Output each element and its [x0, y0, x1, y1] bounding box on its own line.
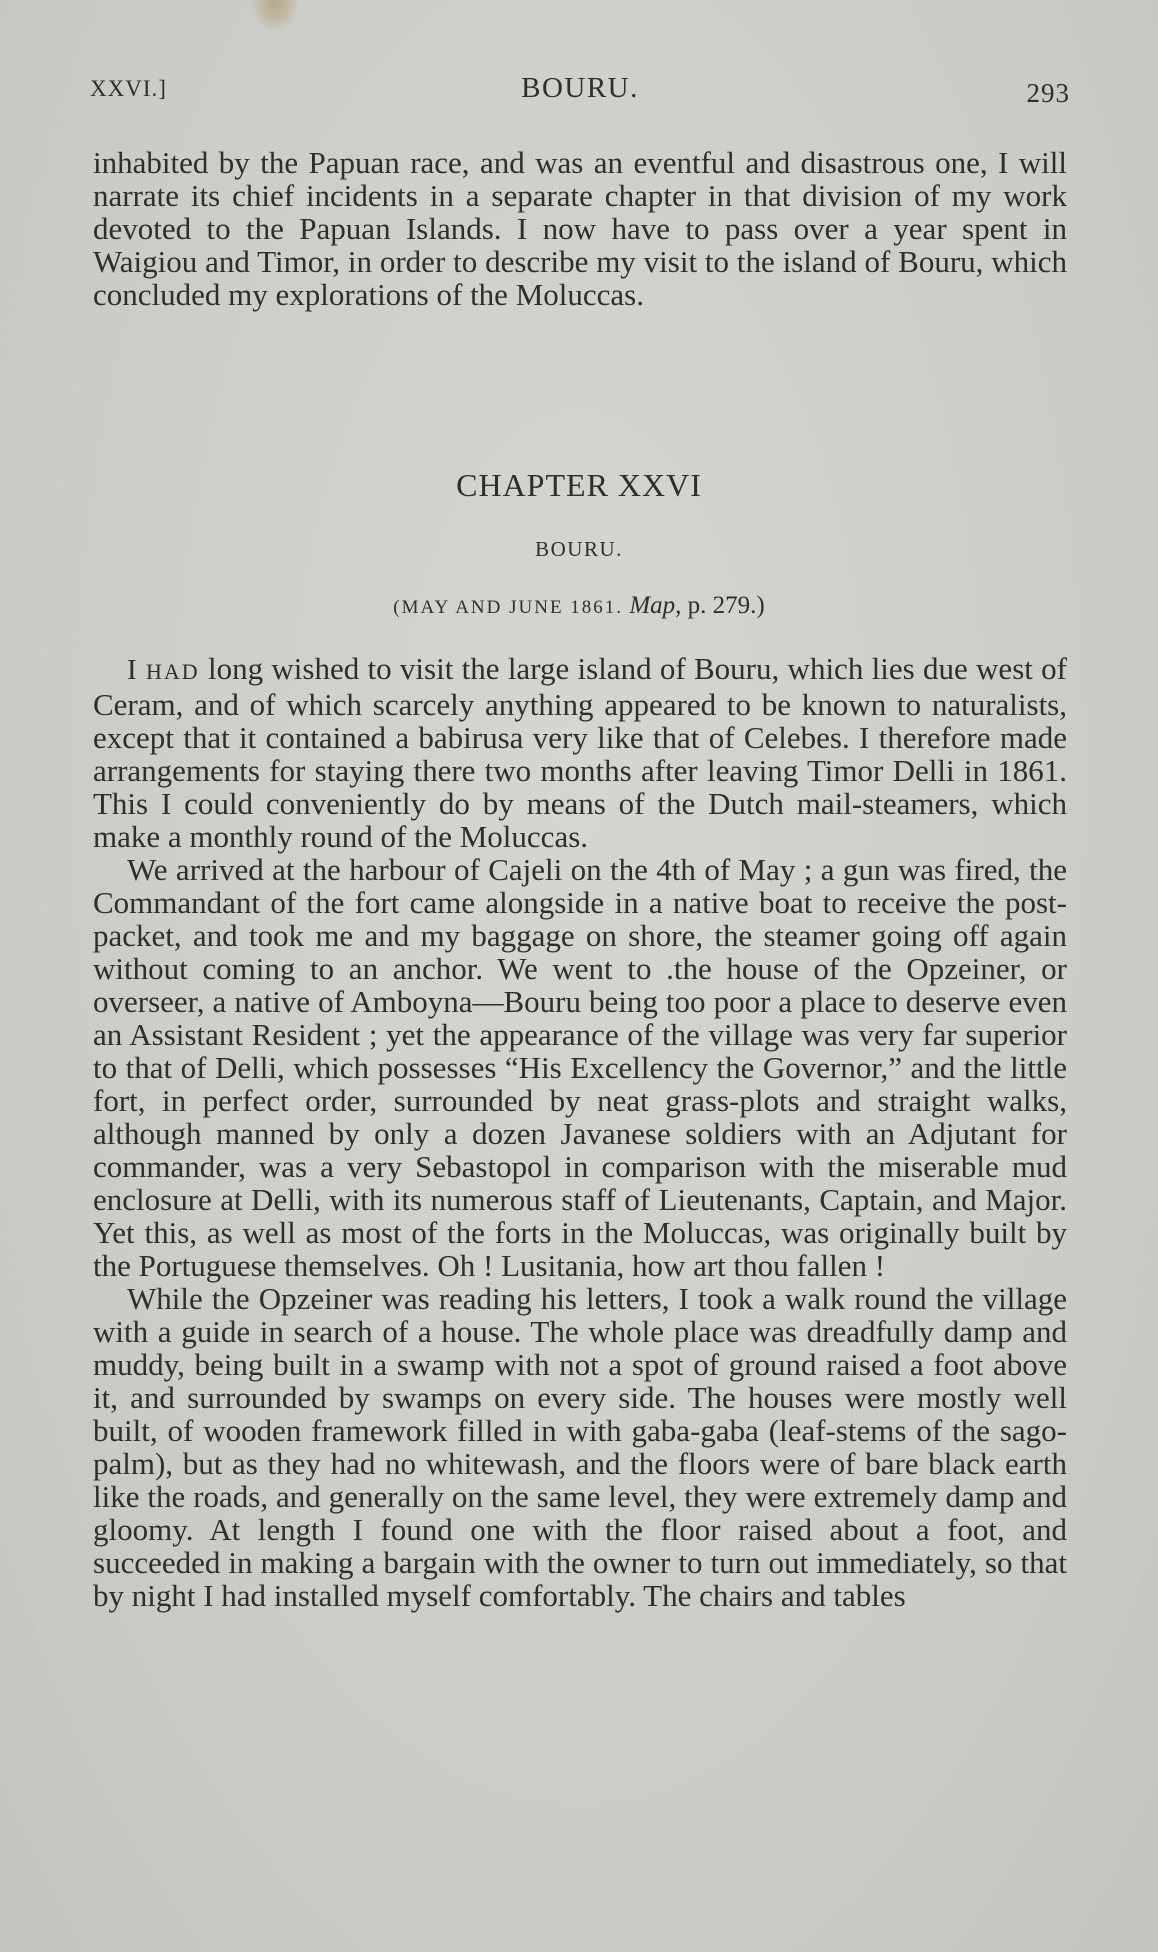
paragraph-1 [93, 652, 1067, 853]
header-title: BOURU. [521, 72, 639, 104]
chapter-body [93, 652, 1067, 1612]
chapter-dates-line [0, 592, 1158, 620]
paragraph-1-text: long wished to visit the large island of Bouru, which lies due west of Ceram, and of which scarcely anything appeared to be known to naturalists, except that it contained a babirusa very like that of Celebes. I therefore made arrangements for staying there two months after leaving Timor Delli in 1861. This I could conveniently do by means of the Dutch mail-steamers, which make a monthly round of the Moluccas. [93, 651, 1067, 854]
paragraph-initial: I [127, 654, 138, 686]
running-header [90, 72, 1070, 112]
chapter-subtitle: BOURU. [535, 537, 623, 561]
intro-paragraph: inhabited by the Papuan race, and was an eventful and disastrous one, I will narrate its chief incidents in a separate chapter in that division of my work devoted to the Papuan Islands. I now have to pass over a year spent in Waigiou and Timor, in order to describe my visit to the island of Bouru, which concluded my explorations of the Moluccas. [93, 145, 1067, 312]
header-chapter-number: XXVI.] [90, 76, 167, 101]
chapter-dates: (MAY AND JUNE 1861. [393, 597, 624, 618]
map-reference-label: Map, [629, 592, 682, 619]
chapter-title: CHAPTER XXVI [456, 467, 702, 503]
paper-stain [252, 0, 298, 30]
paragraph-3: While the Opzeiner was reading his letters, I took a walk round the village with a guide in search of a house. The whole place was dreadfully damp and muddy, being built in a swamp with not a spot of ground raised a foot above it, and surrounded by swamps on every side. The houses were mostly well built, of wooden framework filled in with gaba-gaba (leaf-stems of the sago-palm), but as they had no whitewash, and the floors were of bare black earth like the roads, and generally on the same level, they were extremely damp and gloomy. At length I found one with the floor raised about a foot, and succeeded in making a bargain with the owner to turn out immediately, so that by night I had installed myself comfortably. The chairs and tables [93, 1281, 1067, 1613]
intro-text-block [93, 146, 1067, 311]
paragraph-2: We arrived at the harbour of Cajeli on the 4th of May ; a gun was fired, the Commandant of the fort came alongside in a native boat to receive the post-packet, and took me and my baggage on shore, the steamer going off again without coming to an anchor. We went to .the house of the Opzeiner, or overseer, a native of Amboyna—Bouru being too poor a place to deserve even an Assistant Resident ; yet the appearance of the village was very far superior to that of Delli, which possesses “His Excellency the Governor,” and the little fort, in perfect order, surrounded by neat grass-plots and straight walks, although manned by only a dozen Javanese soldiers with an Adjutant for commander, was a very Sebastopol in comparison with the miserable mud enclosure at Delli, with its numerous staff of Lieutenants, Captain, and Major. Yet this, as well as most of the forts in the Moluccas, was originally built by the Portuguese themselves. Oh ! Lusitania, how art thou fallen ! [93, 852, 1067, 1283]
map-page-reference: p. 279.) [687, 592, 765, 619]
page-number: 293 [1026, 78, 1070, 108]
paragraph-smallcaps: HAD [145, 659, 200, 684]
